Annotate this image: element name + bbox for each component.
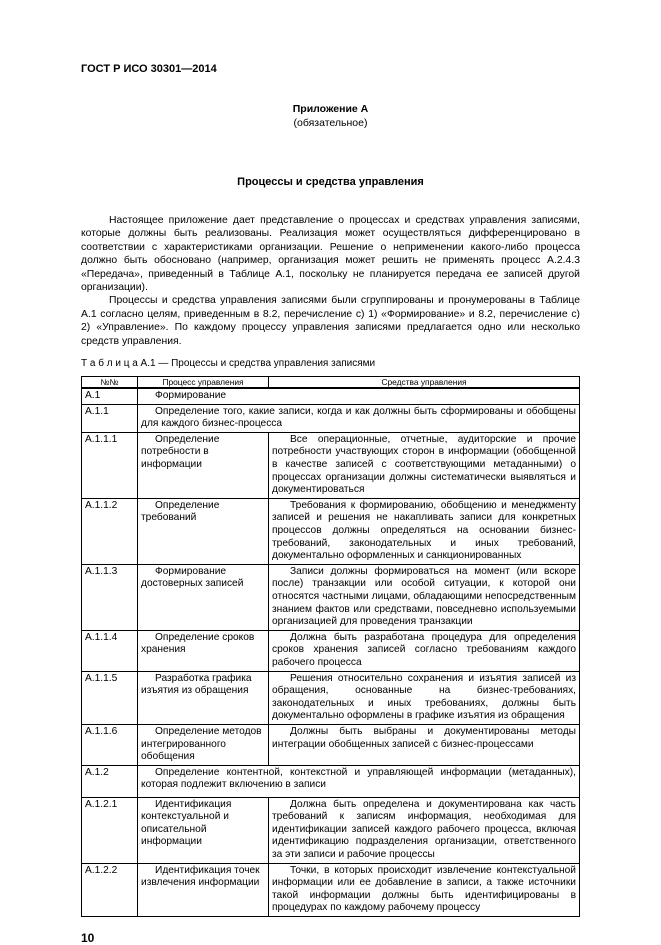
row-section-title: Определение того, какие записи, когда и как должны быть сформированы и обобщены для каждого бизнес-процесса: [138, 404, 580, 432]
table-row: [82, 630, 580, 671]
table-row: [82, 404, 580, 432]
row-control: Точки, в которых происходит извлечение контекстуальной информации или ее добавление в записи, а также источники такой информации должны быть идентифицированы в процедурах по каждому рабочему процессу: [269, 863, 580, 916]
table-row: [82, 724, 580, 765]
table-row: [82, 388, 580, 404]
appendix-title: Приложение А: [292, 103, 369, 115]
header-process: Процесс управления: [138, 377, 269, 389]
row-number: А.1.1.2: [82, 498, 138, 564]
row-control: Требования к формированию, обобщению и менеджменту записей и решения не накапливать записи для конкретных процессов должны определяться на основании бизнес-требований, законодательных и иных требований, документально оформленных и санкционированных: [269, 498, 580, 564]
document-body: [81, 214, 580, 945]
row-control: Все операционные, отчетные, аудиторские и прочие потребности участвующих сторон в информации (обобщенной в качестве записей с соответствующими метаданными) о процессах организации должны систематически выявляться и документироваться: [269, 432, 580, 498]
processes-table: [81, 376, 580, 917]
row-number: А.1.1.5: [82, 671, 138, 724]
table-row: [82, 498, 580, 564]
row-number: А.1.1: [82, 404, 138, 432]
row-section-title: Формирование: [138, 388, 580, 404]
row-control: Должны быть выбраны и документированы методы интеграции обобщенных записей с бизнес-процессами: [269, 724, 580, 765]
table-row: [82, 765, 580, 797]
row-control: Должна быть определена и документирована как часть требований к записям информация, необходимая для идентификации записей каждого рабочего процесса, включая идентификацию подразделения организации, ответственного за эти записи и рабочие процессы: [269, 797, 580, 863]
row-process: Определение потребности в информации: [138, 432, 269, 498]
row-section-title: Определение контентной, контекстной и управляющей информации (метаданных), которая подлежит включению в записи: [138, 765, 580, 797]
paragraph: Процессы и средства управления записями были сгруппированы и пронумерованы в Таблице А.1 согласно целям, приведенным в 8.2, перечисление с) 1) «Формирование» и 8.2, перечисление с) 2) «Управление». По каждому процессу управления записями предлагается одно или несколько средств управления.: [81, 295, 580, 347]
row-control: Должна быть разработана процедура для определения сроков хранения записей согласно требованиям каждого рабочего процесса: [269, 630, 580, 671]
table-row: [82, 863, 580, 916]
table-row: [82, 671, 580, 724]
row-process: Идентификация точек извлечения информации: [138, 863, 269, 916]
row-number: А.1.1.4: [82, 630, 138, 671]
row-number: А.1.1.6: [82, 724, 138, 765]
row-number: А.1.2.2: [82, 863, 138, 916]
table-row: [82, 564, 580, 630]
row-number: А.1.2: [82, 765, 138, 797]
table-row: [82, 797, 580, 863]
row-control: Записи должны формироваться на момент (или вскоре после) транзакции или особой ситуации, к которой они относятся частными лицами, обладающими непосредственным знанием фактов или средствами, повседневно используемыми организацией для проведения транзакции: [269, 564, 580, 630]
document-header: ГОСТ Р ИСО 30301—2014: [81, 63, 217, 75]
table-header-row: [82, 377, 580, 389]
row-process: Идентификация контекстуальной и описательной информации: [138, 797, 269, 863]
row-control: Решения относительно сохранения и изъятия записей из обращения, основанные на бизнес-требованиях, законодательных и иных требованиях, должны быть документально оформлены в графике изъятия из обращения: [269, 671, 580, 724]
row-number: А.1.1.3: [82, 564, 138, 630]
row-number: А.1.1.1: [82, 432, 138, 498]
appendix-subtitle: (обязательное): [293, 117, 368, 129]
row-process: Определение методов интегрированного обобщения: [138, 724, 269, 765]
row-process: Определение сроков хранения: [138, 630, 269, 671]
row-number: А.1.2.1: [82, 797, 138, 863]
header-control: Средства управления: [269, 377, 580, 389]
table-row: [82, 432, 580, 498]
row-number: А.1: [82, 388, 138, 404]
page-number: 10: [81, 931, 95, 945]
header-number: №№: [82, 377, 138, 389]
table-caption: Т а б л и ц а А.1 — Процессы и средства управления записями: [81, 358, 376, 370]
appendix-heading: Процессы и средства управления: [237, 176, 424, 188]
row-process: Разработка графика изъятия из обращения: [138, 671, 269, 724]
row-process: Определение требований: [138, 498, 269, 564]
paragraph: Настоящее приложение дает представление о процессах и средствах управления записями, которые должны быть реализованы. Реализация может осуществляться дифференцировано в соответствии с характеристиками организации. Решение о неприменении какого-либо процесса должно быть обосновано (например, организация может решить не применять процесс А.2.4.3 «Передача», приведенный в Таблице А.1, поскольку не планируется передача ее записей другой организации).: [81, 215, 580, 294]
row-process: Формирование достоверных записей: [138, 564, 269, 630]
